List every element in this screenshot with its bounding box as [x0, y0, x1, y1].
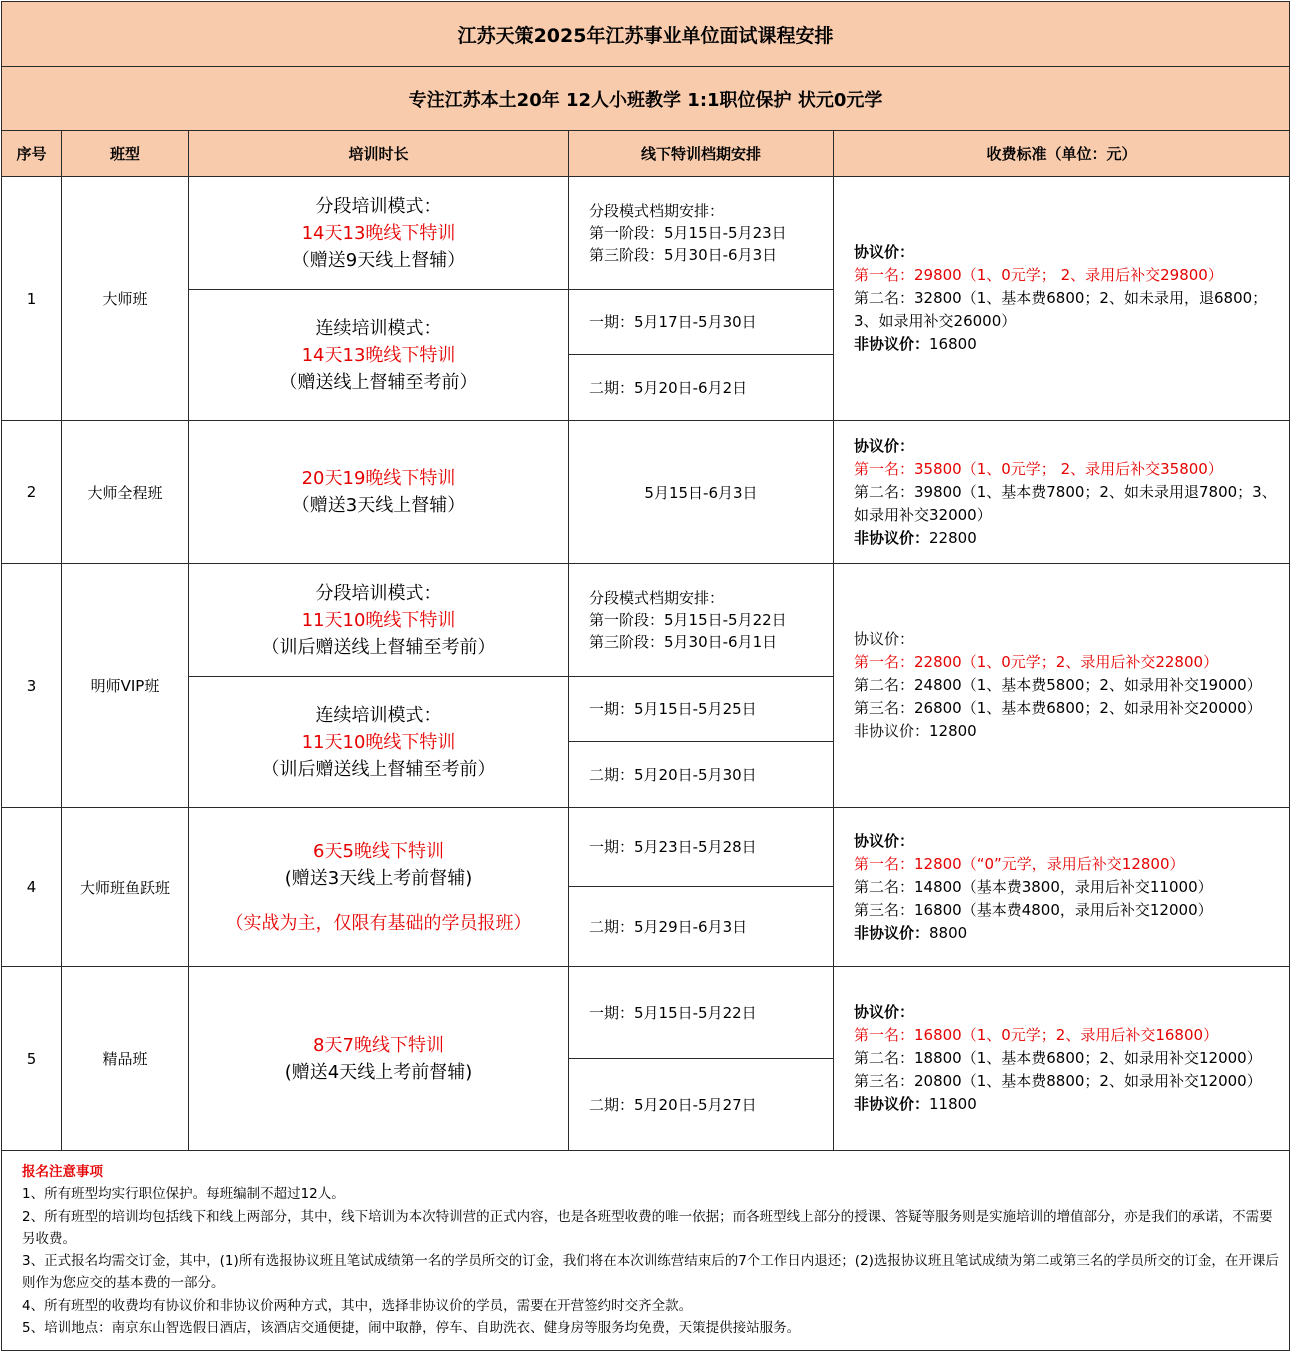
class-name: 明师VIP班 — [62, 564, 189, 808]
fee-non-agreement-value: 22800 — [929, 528, 977, 547]
schedule-cell: 一期：5月15日-5月22日 — [569, 967, 834, 1059]
mode-label: 分段培训模式： — [315, 582, 442, 604]
column-header-schedule: 线下特训档期安排 — [569, 131, 834, 177]
fee-non-agreement-value: 16800 — [929, 335, 977, 353]
schedule-label: 分段模式档期安排： — [589, 202, 725, 220]
mode-label: 连续培训模式： — [315, 704, 442, 726]
duration-cell — [189, 967, 569, 1151]
fee-non-agreement-label: 非协议价： — [854, 1095, 930, 1113]
duration-highlight: 11天10晚线下特训 — [301, 609, 456, 631]
row-number: 1 — [2, 177, 62, 421]
fee-non-agreement-label: 非协议价： — [854, 923, 930, 942]
duration-highlight: 8天7晚线下特训 — [313, 1034, 444, 1056]
fee-agreement-label: 协议价： — [854, 831, 915, 850]
fee-second-place: 第二名：39800（1、基本费7800；2、如未录用退7800；3、如录用补交32000） — [854, 482, 1277, 524]
notes-item: 1、所有班型均实行职位保护。每班编制不超过12人。 — [22, 1186, 345, 1203]
table-row — [2, 967, 1290, 1059]
duration-highlight: 20天19晚线下特训 — [301, 468, 456, 489]
column-header-no: 序号 — [2, 131, 62, 177]
class-name: 大师全程班 — [62, 421, 189, 564]
fee-first-place: 第一名：29800（1、0元学； 2、录用后补交29800） — [854, 266, 1223, 284]
fee-non-agreement-label: 非协议价： — [854, 335, 930, 353]
fee-agreement-label: 协议价： — [854, 630, 915, 648]
schedule-cell: 一期：5月23日-5月28日 — [569, 808, 834, 887]
schedule-label: 分段模式档期安排： — [589, 589, 725, 607]
class-name: 精品班 — [62, 967, 189, 1151]
table-row — [2, 564, 1290, 677]
duration-bonus: （训后赠送线上督辅至考前） — [261, 758, 496, 780]
duration-cell — [189, 421, 569, 564]
fee-second-place: 第二名：24800（1、基本费5800；2、如录用补交19000） — [854, 676, 1262, 694]
schedule-phase: 第一阶段：5月15日-5月23日 — [589, 224, 787, 242]
page-subtitle: 专注江苏本土20年 12人小班教学 1:1职位保护 状元0元学 — [2, 67, 1290, 131]
duration-cell — [189, 177, 569, 290]
fee-third-place: 第三名：26800（1、基本费6800；2、如录用补交20000） — [854, 699, 1262, 717]
fee-first-place: 第一名：22800（1、0元学；2、录用后补交22800） — [854, 653, 1219, 671]
fee-agreement-label: 协议价： — [854, 243, 915, 261]
table-row — [2, 421, 1290, 564]
fee-second-place: 第二名：18800（1、基本费6800；2、如录用补交12000） — [854, 1049, 1262, 1067]
fee-second-place: 第二名：14800（基本费3800，录用后补交11000） — [854, 877, 1213, 896]
notes-row — [2, 1151, 1290, 1351]
duration-bonus: （赠送9天线上督辅） — [291, 249, 466, 271]
fee-first-place: 第一名：16800（1、0元学；2、录用后补交16800） — [854, 1026, 1219, 1044]
duration-note: （实战为主，仅限有基础的学员报班） — [225, 912, 532, 934]
duration-cell — [189, 564, 569, 677]
schedule-cell: 二期：5月20日-6月2日 — [569, 355, 834, 421]
schedule-cell: 5月15日-6月3日 — [569, 421, 834, 564]
fee-cell — [834, 564, 1290, 808]
table-row — [2, 177, 1290, 290]
row-number: 2 — [2, 421, 62, 564]
duration-highlight: 14天13晚线下特训 — [301, 344, 456, 366]
fee-cell — [834, 808, 1290, 967]
fee-first-place: 第一名：35800（1、0元学； 2、录用后补交35800） — [854, 459, 1223, 478]
duration-highlight: 14天13晚线下特训 — [301, 222, 456, 244]
schedule-phase: 第三阶段：5月30日-6月1日 — [589, 633, 778, 651]
mode-label: 分段培训模式： — [315, 195, 442, 217]
duration-bonus: （赠送3天线上督辅） — [291, 495, 466, 516]
duration-highlight: 6天5晚线下特训 — [313, 840, 444, 862]
duration-bonus: (赠送3天线上考前督辅) — [284, 867, 473, 889]
fee-third-place: 第三名：16800（基本费4800，录用后补交12000） — [854, 900, 1213, 919]
duration-bonus: (赠送4天线上考前督辅) — [284, 1061, 473, 1083]
schedule-cell: 一期：5月15日-5月25日 — [569, 677, 834, 742]
fee-third-place: 第三名：20800（1、基本费8800；2、如录用补交12000） — [854, 1072, 1262, 1090]
column-header-class: 班型 — [62, 131, 189, 177]
class-name: 大师班鱼跃班 — [62, 808, 189, 967]
registration-notes — [2, 1151, 1290, 1351]
fee-cell — [834, 421, 1290, 564]
row-number: 5 — [2, 967, 62, 1151]
fee-agreement-label: 协议价： — [854, 436, 915, 455]
schedule-cell: 二期：5月29日-6月3日 — [569, 887, 834, 967]
schedule-phase: 第三阶段：5月30日-6月3日 — [589, 246, 778, 264]
page-title: 江苏天策2025年江苏事业单位面试课程安排 — [2, 2, 1290, 67]
duration-bonus: （训后赠送线上督辅至考前） — [261, 636, 496, 658]
fee-cell — [834, 177, 1290, 421]
fee-non-agreement-value: 11800 — [929, 1095, 977, 1113]
mode-label: 连续培训模式： — [315, 317, 442, 339]
schedule-cell: 一期：5月17日-5月30日 — [569, 290, 834, 355]
duration-cell — [189, 808, 569, 967]
notes-item: 5、培训地点：南京东山智选假日酒店，该酒店交通便捷，闹中取静，停车、自助洗衣、健身房等服务均免费，天策提供接站服务。 — [22, 1320, 801, 1337]
duration-highlight: 11天10晚线下特训 — [301, 731, 456, 753]
class-name: 大师班 — [62, 177, 189, 421]
duration-bonus: （赠送线上督辅至考前） — [279, 371, 478, 393]
column-header-fee: 收费标准（单位：元） — [834, 131, 1290, 177]
course-schedule-table — [1, 1, 1290, 1351]
row-number: 4 — [2, 808, 62, 967]
duration-cell — [189, 677, 569, 808]
fee-non-agreement-label: 非协议价： — [854, 528, 930, 547]
column-header-row — [2, 131, 1290, 177]
fee-non-agreement-value: 8800 — [929, 923, 968, 942]
fee-first-place: 第一名：12800（“0”元学，录用后补交12800） — [854, 854, 1185, 873]
fee-second-place: 第二名：32800（1、基本费6800；2、如未录用，退6800；3、如录用补交26000） — [854, 289, 1268, 330]
row-number: 3 — [2, 564, 62, 808]
column-header-duration: 培训时长 — [189, 131, 569, 177]
notes-title: 报名注意事项 — [22, 1164, 103, 1180]
notes-item: 4、所有班型的收费均有协议价和非协议价两种方式，其中，选择非协议价的学员，需要在开营签约时交齐全款。 — [22, 1297, 693, 1314]
fee-agreement-label: 协议价： — [854, 1003, 915, 1021]
schedule-cell — [569, 177, 834, 290]
notes-item: 3、正式报名均需交订金，其中，(1)所有选报协议班且笔试成绩第一名的学员所交的订金，我们将在本次训练营结束后的7个工作日内退还；(2)选报协议班且笔试成绩为第二或第三名的学员所交的订金，在开课后则作为您应交的基本费的一部分。 — [22, 1253, 1279, 1292]
schedule-phase: 第一阶段：5月15日-5月22日 — [589, 611, 787, 629]
schedule-cell: 二期：5月20日-5月30日 — [569, 742, 834, 808]
schedule-cell — [569, 564, 834, 677]
fee-non-agreement: 非协议价：12800 — [854, 722, 977, 740]
notes-item: 2、所有班型的培训均包括线下和线上两部分，其中，线下培训为本次特训营的正式内容，也是各班型收费的唯一依据；而各班型线上部分的授课、答疑等服务则是实施培训的增值部分，亦是我们的承诺，不需要另收费。 — [22, 1208, 1273, 1247]
duration-cell — [189, 290, 569, 421]
table-row — [2, 808, 1290, 887]
fee-cell — [834, 967, 1290, 1151]
schedule-cell: 二期：5月20日-5月27日 — [569, 1059, 834, 1151]
